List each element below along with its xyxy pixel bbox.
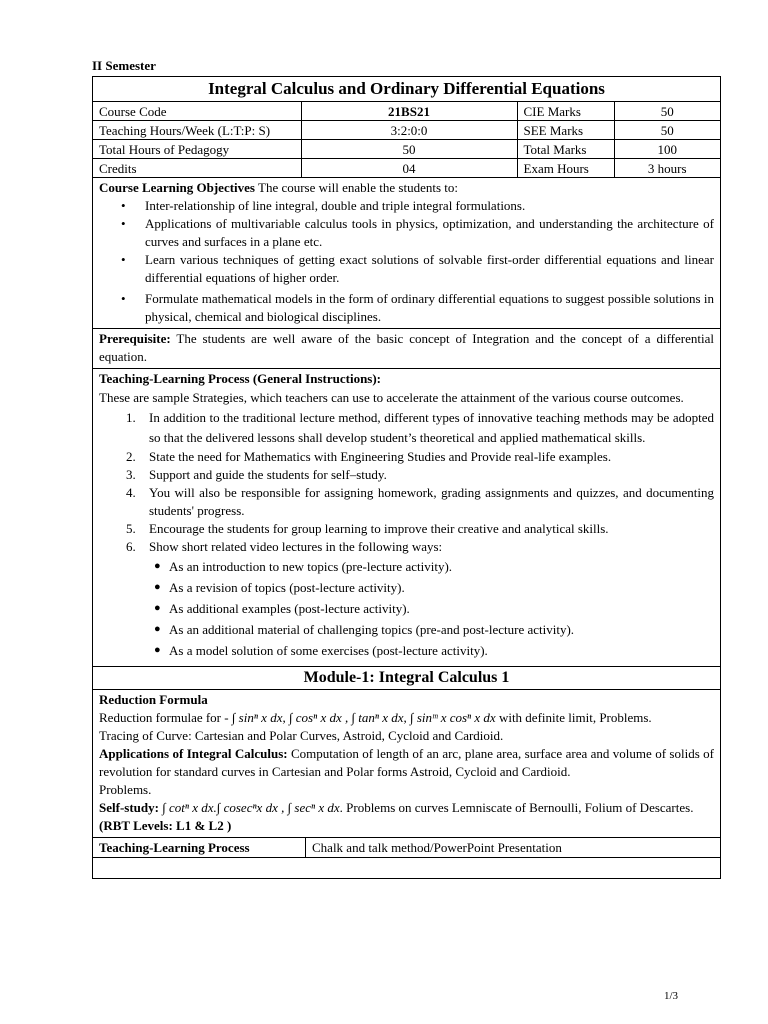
info-row xyxy=(93,102,720,121)
cie-marks-value: 50 xyxy=(614,102,720,121)
list-item: ● As additional examples (post-lecture activity). xyxy=(169,598,714,619)
total-marks-label: Total Marks xyxy=(517,140,614,159)
teaching-process-list xyxy=(99,408,714,556)
item-number: 6. xyxy=(126,539,136,554)
teaching-hours-label: Teaching Hours/Week (L:T:P: S) xyxy=(93,121,301,140)
objectives-section xyxy=(93,178,720,329)
problems-text: Problems. xyxy=(99,782,152,797)
exam-hours-value: 3 hours xyxy=(614,159,720,178)
course-title: Integral Calculus and Ordinary Differential Equations xyxy=(93,77,720,102)
reduction-formula-text xyxy=(99,709,714,727)
tlp-label: Teaching-Learning Process xyxy=(93,838,306,858)
item-text: Encourage the students for group learning to improve their creative and analytical skills. xyxy=(149,521,609,536)
reduction-formula-heading: Reduction Formula xyxy=(99,692,208,707)
rbt-levels: (RBT Levels: L1 & L2 ) xyxy=(99,818,232,833)
item-number: 1. xyxy=(126,410,136,425)
prerequisite-section xyxy=(93,329,720,369)
item-number: 5. xyxy=(126,521,136,536)
list-item: ● As a model solution of some exercises (post-lecture activity). xyxy=(169,640,714,661)
self-study-heading: Self-study: xyxy=(99,800,159,815)
reduction-intro: Reduction formulae for - xyxy=(99,710,232,725)
info-row xyxy=(93,159,720,178)
tlp-value: Chalk and talk method/PowerPoint Presentation xyxy=(306,838,721,858)
objectives-list xyxy=(99,197,714,326)
list-item xyxy=(126,408,714,448)
module-1-title: Module-1: Integral Calculus 1 xyxy=(93,667,720,690)
item-text: Support and guide the students for self–study. xyxy=(149,467,387,482)
syllabus-document xyxy=(92,76,721,879)
self-study-formulas: ∫ cotⁿ x dx.∫ cosecⁿx dx , ∫ secⁿ x dx xyxy=(158,800,340,815)
credits-label: Credits xyxy=(93,159,301,178)
list-item: • Learn various techniques of getting exact solutions of solvable first-order differential equations and linear differential equations of higher order. xyxy=(145,251,714,287)
item-text: In addition to the traditional lecture method, different types of innovative teaching methods may be adopted so that the delivered lessons shall develop student’s theoretical and applied mathematical skills. xyxy=(149,410,714,445)
pedagogy-hours-value: 50 xyxy=(301,140,517,159)
applications-heading: Applications of Integral Calculus: xyxy=(99,746,288,761)
teaching-process-heading: Teaching-Learning Process (General Instructions): xyxy=(99,371,382,386)
list-item: ● As a revision of topics (post-lecture activity). xyxy=(169,577,714,598)
module-1-teaching-process xyxy=(93,838,720,858)
semester-label: II Semester xyxy=(92,58,156,73)
item-text: State the need for Mathematics with Engineering Studies and Provide real-life examples. xyxy=(149,449,612,464)
self-study-body: . Problems on curves Lemniscate of Bernoulli, Folium of Descartes. xyxy=(339,800,694,815)
applications-body: Computation of length of an arc, plane area, surface area and volume of solids of revolution for standard curves in Cartesian and Polar forms Astroid, Cycloid and Cardioid. xyxy=(99,746,714,779)
list-item xyxy=(126,484,714,520)
list-item: • Applications of multivariable calculus tools in physics, optimization, and understanding the architecture of curves and surfaces in a plane etc. xyxy=(145,215,714,251)
see-marks-label: SEE Marks xyxy=(517,121,614,140)
item-text: Show short related video lectures in the following ways: xyxy=(149,539,443,554)
item-number: 2. xyxy=(126,449,136,464)
prerequisite-text: The students are well aware of the basic concept of Integration and the concept of a differential equation. xyxy=(99,331,714,364)
objectives-heading: Course Learning Objectives xyxy=(99,180,255,195)
video-lecture-list xyxy=(99,556,714,661)
list-item: • Inter-relationship of line integral, double and triple integral formulations. xyxy=(145,197,714,215)
item-number: 4. xyxy=(126,485,136,500)
course-code-label: Course Code xyxy=(93,102,301,121)
list-item: ● As an introduction to new topics (pre-lecture activity). xyxy=(169,556,714,577)
page-number: 1/3 xyxy=(664,990,679,1002)
teaching-process-section xyxy=(93,369,720,667)
course-code-value: 21BS21 xyxy=(301,102,517,121)
see-marks-value: 50 xyxy=(614,121,720,140)
info-row xyxy=(93,121,720,140)
objectives-intro: The course will enable the students to: xyxy=(254,180,459,195)
empty-row xyxy=(93,858,720,878)
list-item: • Formulate mathematical models in the form of ordinary differential equations to suggest possible solutions in physical, chemical and biological disciplines. xyxy=(145,290,714,326)
teaching-process-intro: These are sample Strategies, which teachers can use to accelerate the attainment of the various course outcomes. xyxy=(99,390,684,405)
list-item xyxy=(126,538,714,556)
info-row xyxy=(93,140,720,159)
list-item xyxy=(126,448,714,466)
prerequisite-heading: Prerequisite: xyxy=(99,331,171,346)
list-item xyxy=(126,520,714,538)
table-row xyxy=(93,838,720,858)
total-marks-value: 100 xyxy=(614,140,720,159)
applications-text xyxy=(99,745,714,781)
item-number: 3. xyxy=(126,467,136,482)
module-1-content xyxy=(93,690,720,838)
cie-marks-label: CIE Marks xyxy=(517,102,614,121)
self-study-text xyxy=(99,799,714,817)
curve-tracing-text: Tracing of Curve: Cartesian and Polar Curves, Astroid, Cycloid and Cardioid. xyxy=(99,728,504,743)
reduction-formulas: ∫ sinⁿ x dx, ∫ cosⁿ x dx , ∫ tanⁿ x dx, ∫ sinᵐ x cosⁿ x dx xyxy=(231,710,496,725)
list-item: ● As an additional material of challenging topics (pre-and post-lecture activity). xyxy=(169,619,714,640)
exam-hours-label: Exam Hours xyxy=(517,159,614,178)
list-item xyxy=(126,466,714,484)
reduction-tail: with definite limit, Problems. xyxy=(495,710,652,725)
item-text: You will also be responsible for assigning homework, grading assignments and quizzes, and documenting students' progress. xyxy=(149,485,714,518)
pedagogy-hours-label: Total Hours of Pedagogy xyxy=(93,140,301,159)
teaching-hours-value: 3:2:0:0 xyxy=(301,121,517,140)
course-info-table xyxy=(93,102,720,178)
credits-value: 04 xyxy=(301,159,517,178)
